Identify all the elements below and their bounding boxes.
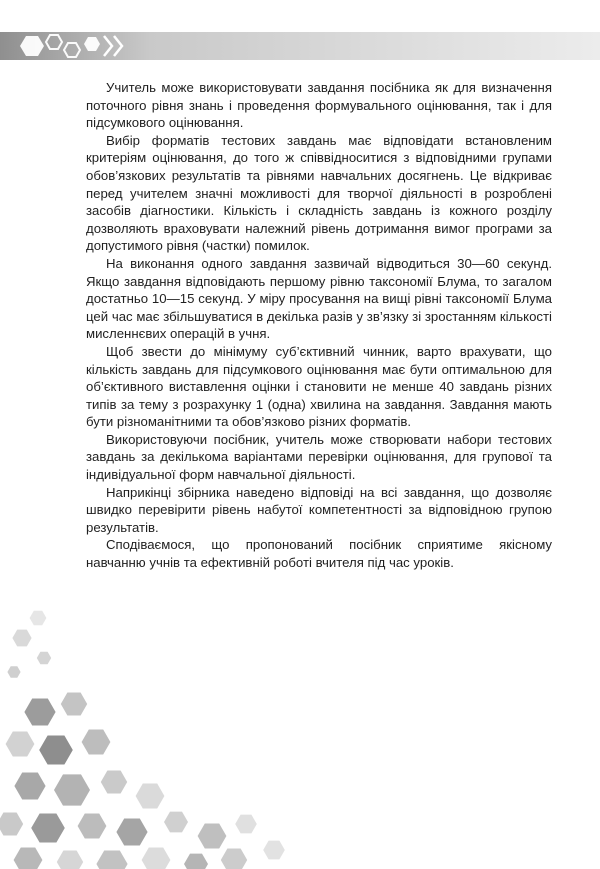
hexagon-icon bbox=[37, 652, 51, 664]
hexagon-icon bbox=[101, 771, 127, 794]
paragraph: Щоб звести до мінімуму суб’єктивний чинник, варто врахувати, що кількість завдань для підсумкового оцінювання має бути оптимальною для об’єктивного виставлення оцінки і становити не менше 40 завдань різних типів за тему з розрахунку 1 (одна) хвилина на завдання. Завдання мають бути різноманітними та обов’язково різних форматів. bbox=[86, 343, 552, 430]
hexagon-icon bbox=[184, 854, 208, 869]
hexagon-icon bbox=[39, 735, 73, 764]
hexagon-icon bbox=[12, 630, 31, 647]
hexagon-icon bbox=[78, 814, 107, 839]
hexagon-icon bbox=[31, 813, 65, 842]
paragraph: Учитель може використовувати завдання посібника як для визначення поточного рівня знань і проведення формувального оцінювання, так і для підсумкового оцінювання. bbox=[86, 80, 552, 131]
hexagon-icon bbox=[7, 666, 20, 677]
body-text bbox=[86, 79, 552, 572]
hexagon-icon bbox=[96, 850, 127, 869]
hexagon-icon bbox=[0, 813, 23, 836]
hexagon-icon bbox=[57, 851, 83, 869]
hexagon-icon bbox=[221, 849, 247, 869]
hexagon-icon bbox=[82, 730, 111, 755]
hexagon-icon bbox=[24, 698, 55, 725]
paragraph: Використовуючи посібник, учитель може створювати набори тестових завдань за декількома варіантами перевірки оцінювання, для групової та індивідуальної форм навчальної діяльності. bbox=[86, 431, 552, 483]
hexagon-icon bbox=[14, 772, 45, 799]
corner-hexagon-decoration bbox=[0, 610, 300, 869]
hexagon-icon bbox=[263, 841, 285, 860]
hexagon-icon bbox=[198, 824, 227, 849]
hexagon-icon bbox=[164, 812, 188, 833]
hexagon-icon bbox=[54, 774, 90, 805]
hexagon-icon bbox=[142, 848, 171, 869]
hexagon-icon bbox=[6, 732, 35, 757]
hexagon-icon bbox=[116, 818, 147, 845]
hexagon-icon bbox=[14, 848, 43, 869]
paragraph: Сподіваємося, що пропонований посібник сприятиме якісному навчанню учнів та ефективній роботі вчителя під час уроків. bbox=[86, 537, 552, 571]
hexagon-icon bbox=[235, 815, 257, 834]
hexagon-icon bbox=[61, 693, 87, 716]
paragraph: На виконання одного завдання зазвичай відводиться 30—60 секунд. Якщо завдання відповідають першому рівню таксономії Блума, то загалом достатньо 10—15 секунд. У міру просування на вищі рівні таксономії Блума цей час має збільшуватися в декілька разів у зв’язку зі зростанням кількості мисленнєвих операцій в учня. bbox=[86, 255, 552, 342]
hexagon-icon bbox=[30, 611, 47, 626]
hexagon-icon bbox=[136, 784, 165, 809]
header-decoration bbox=[0, 30, 600, 62]
paragraph: Вибір форматів тестових завдань має відповідати встановленим критеріям оцінювання, до того ж співвідноситися з відповідними групами обов’язкових результатів та рівнями навчальних досягнень. Це відкриває перед учителем значні можливості для творчої діяльності в розроблені засобів діагностики. Кількість і складність завдань із кожного розділу дозволяють враховувати належний рівень дотримання вимог програми за допустимого рівня (частки) помилок. bbox=[86, 132, 552, 254]
paragraph: Наприкінці збірника наведено відповіді на всі завдання, що дозволяє швидко перевірити рівень набутої компетентності за відповідною групою результатів. bbox=[86, 484, 552, 535]
